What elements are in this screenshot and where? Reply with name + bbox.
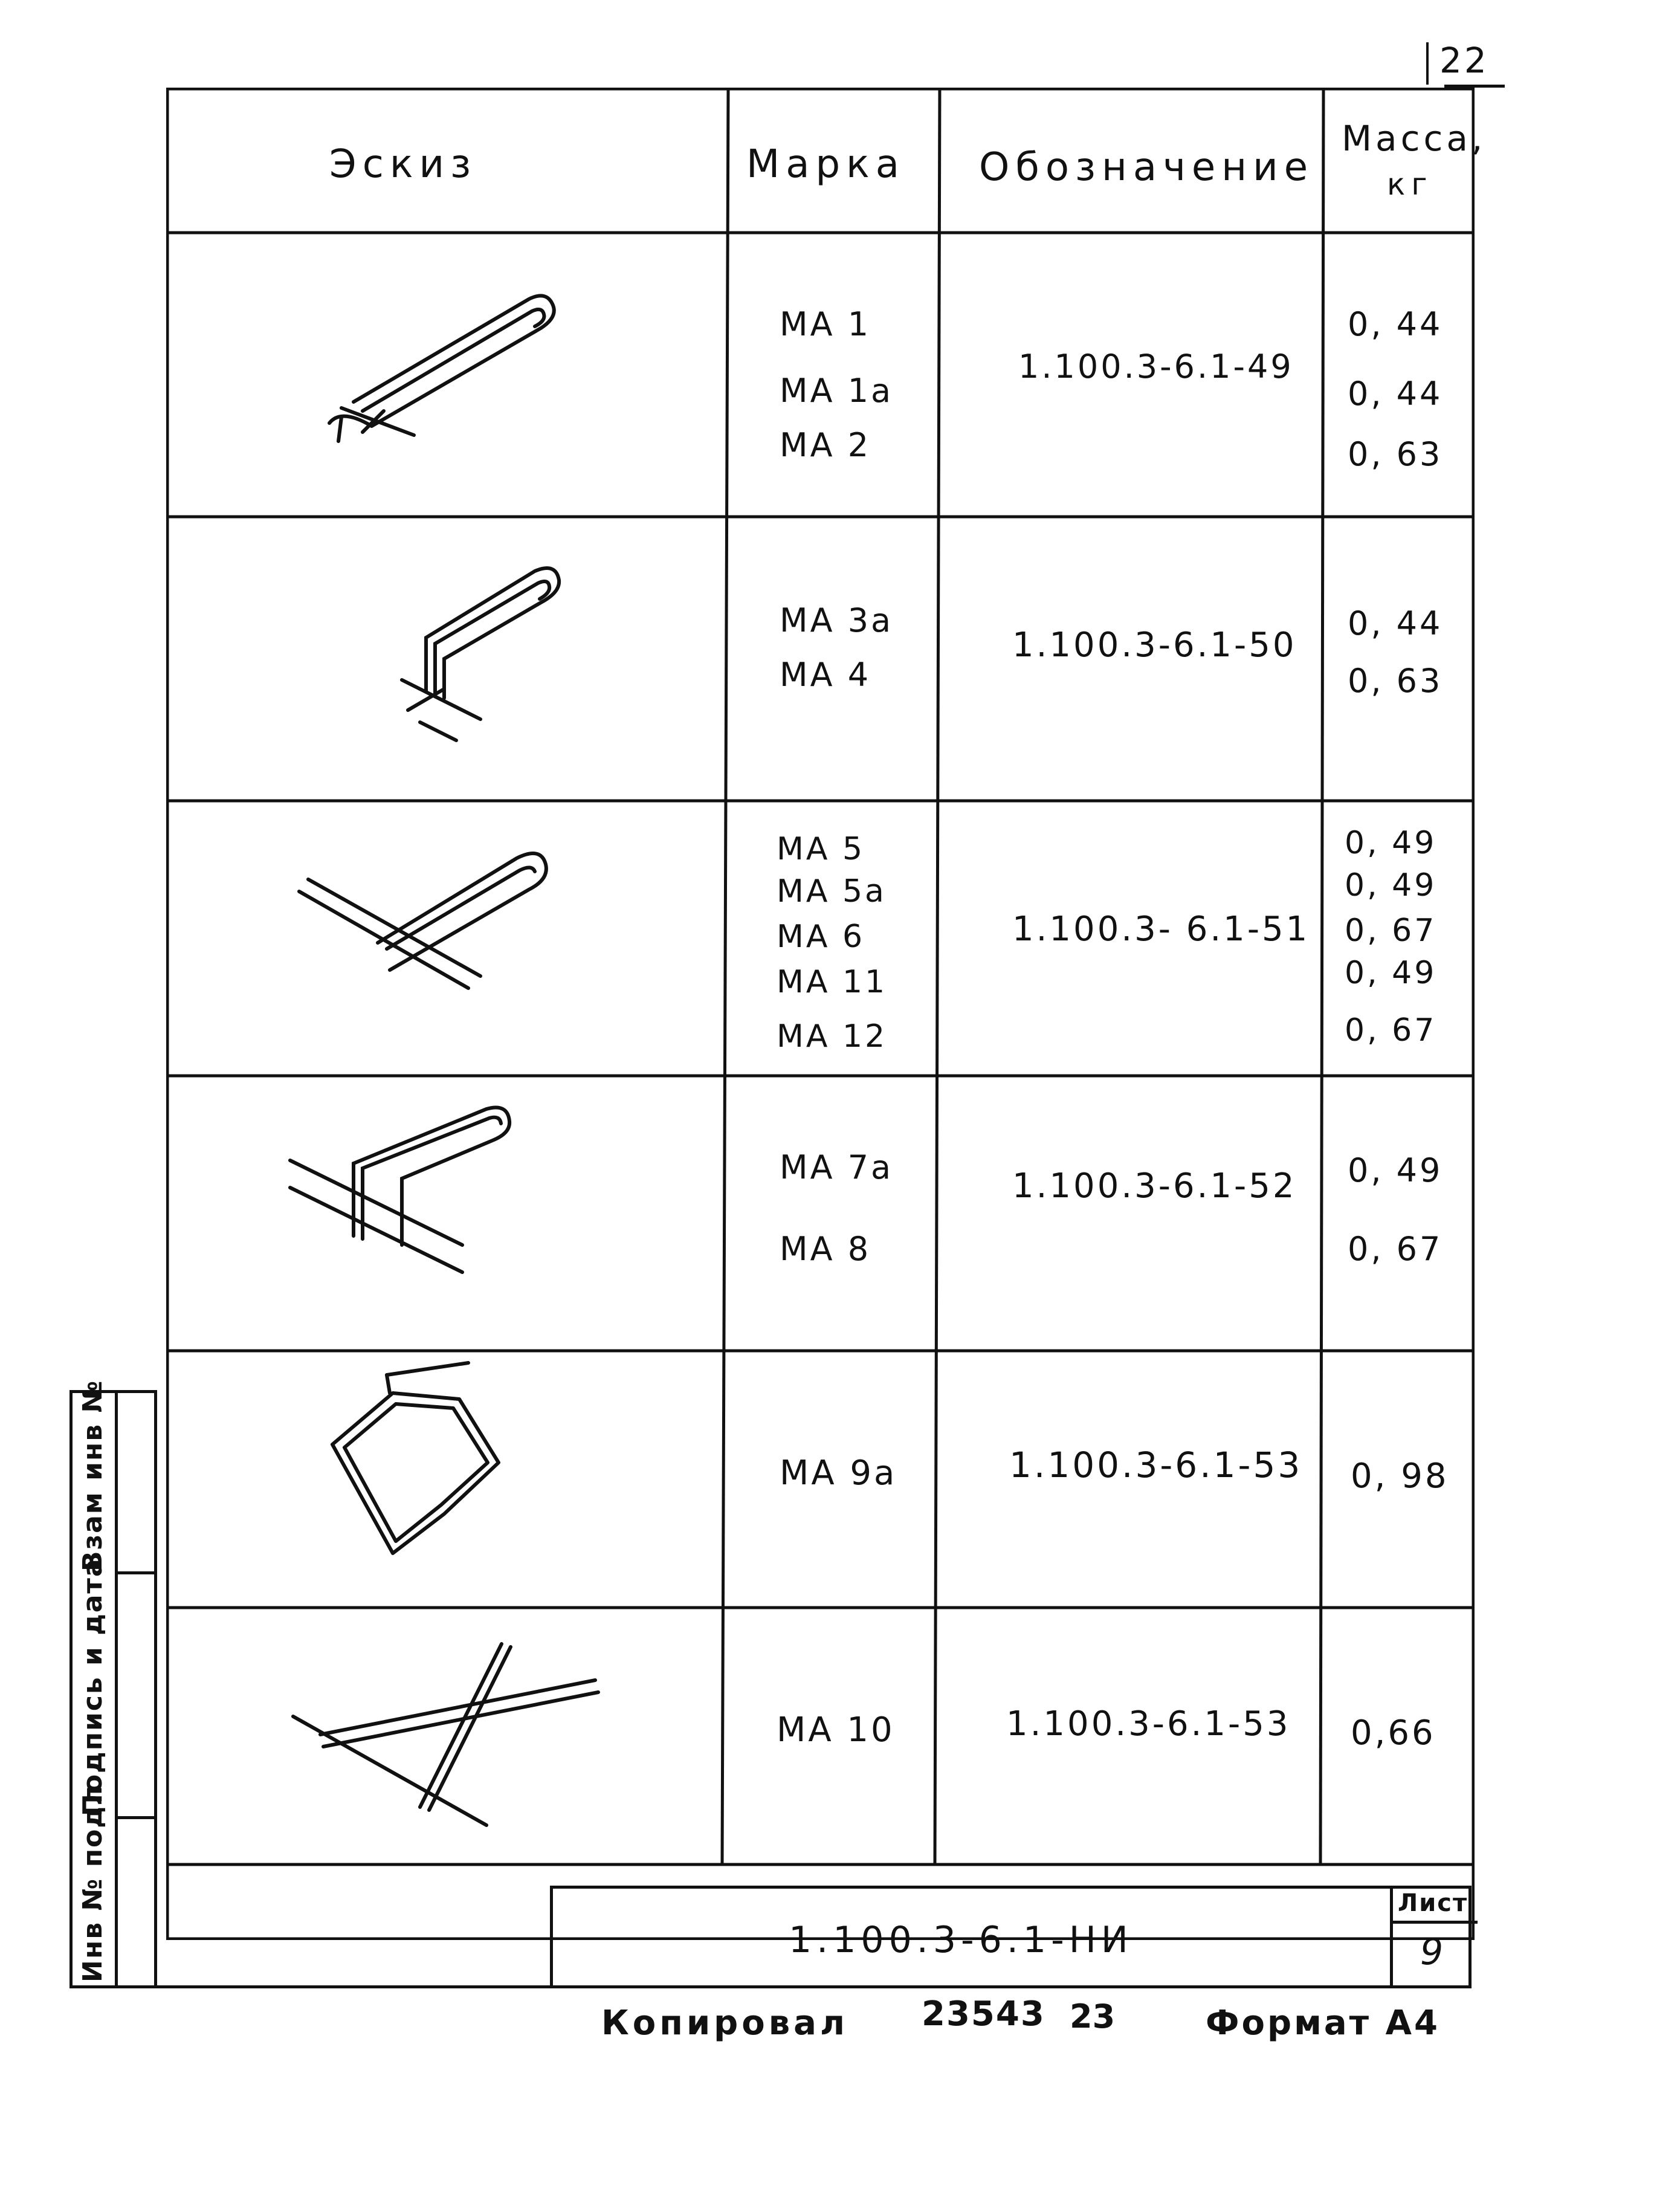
mark-text: МА 6 xyxy=(777,919,865,955)
header-sketch: Эскиз xyxy=(329,142,477,187)
title-block xyxy=(550,1886,1472,1988)
sheet-label: Лист xyxy=(1398,1889,1468,1917)
mark-text: МА 4 xyxy=(780,656,871,694)
mass-text: 0, 44 xyxy=(1348,375,1443,413)
side-label-signature-date: Подпись и дата xyxy=(77,1557,108,1816)
mark-text: МА 11 xyxy=(777,964,888,1000)
header-mass-unit: кг xyxy=(1387,167,1433,202)
row-5-mark: МА 9а xyxy=(780,1454,897,1493)
mark-text: МА 3а xyxy=(780,601,894,639)
mass-text: 0, 44 xyxy=(1348,604,1443,642)
specification-table xyxy=(166,88,1487,1940)
footer-order-suffix: 23 xyxy=(1070,1997,1116,2036)
header-mass: Масса, xyxy=(1342,118,1487,159)
row-6-designation: 1.100.3-6.1-53 xyxy=(1006,1704,1291,1744)
row-6-mark: МА 10 xyxy=(777,1710,895,1750)
mass-text: 0, 63 xyxy=(1348,435,1443,473)
double-leg-loop-icon xyxy=(281,1097,559,1296)
mark-text: МА 1 xyxy=(780,305,871,343)
mark-text: МА 7а xyxy=(780,1148,894,1186)
mass-text: 0, 67 xyxy=(1345,913,1437,949)
header-designation: Обозначение xyxy=(979,145,1314,190)
sheet-number: 9 xyxy=(1420,1931,1446,1973)
mass-text: 0, 49 xyxy=(1345,825,1437,861)
row-1-designation: 1.100.3-6.1-49 xyxy=(1018,348,1294,386)
loop-with-two-bars-icon xyxy=(287,822,601,1003)
side-label-vzam-inv: Взам инв № xyxy=(77,1379,108,1571)
bent-loop-anchor-icon xyxy=(384,559,625,758)
row-6-mass: 0,66 xyxy=(1351,1713,1436,1753)
sheet-box xyxy=(1390,1886,1478,1988)
mass-text: 0, 49 xyxy=(1348,1151,1443,1189)
document-code: 1.100.3-6.1-НИ xyxy=(789,1919,1133,1961)
row-3-designation: 1.100.3- 6.1-51 xyxy=(1012,910,1310,949)
mass-text: 0, 44 xyxy=(1348,305,1443,343)
mass-text: 0, 49 xyxy=(1345,955,1437,991)
mass-text: 0, 63 xyxy=(1348,662,1443,700)
row-5-designation: 1.100.3-6.1-53 xyxy=(1009,1444,1303,1486)
footer-format: Формат А4 xyxy=(1206,2003,1440,2043)
mark-text: МА 8 xyxy=(780,1230,871,1268)
crossed-bars-icon xyxy=(281,1632,619,1837)
row-2-designation: 1.100.3-6.1-50 xyxy=(1012,626,1297,665)
mass-text: 0, 49 xyxy=(1345,867,1437,904)
side-strip xyxy=(69,1379,157,1988)
header-mark: Марка xyxy=(746,142,905,187)
page-number: 22 xyxy=(1439,40,1489,81)
square-frame-anchor-icon xyxy=(317,1363,523,1580)
mass-text: 0, 67 xyxy=(1348,1230,1443,1268)
mark-text: МА 5а xyxy=(777,873,887,910)
footer-order-number: 23543 xyxy=(922,1994,1045,2034)
u-loop-anchor-icon xyxy=(305,281,607,462)
mark-text: МА 2 xyxy=(780,426,871,464)
mark-text: МА 1а xyxy=(780,372,894,410)
mark-text: МА 5 xyxy=(777,831,865,867)
mark-text: МА 12 xyxy=(777,1018,888,1055)
footer-copied: Копировал xyxy=(601,2003,848,2043)
side-label-inv-podl: Инв № подл xyxy=(77,1784,108,1982)
row-4-designation: 1.100.3-6.1-52 xyxy=(1012,1166,1297,1206)
mass-text: 0, 67 xyxy=(1345,1012,1437,1049)
row-5-mass: 0, 98 xyxy=(1351,1457,1449,1496)
page-number-mark xyxy=(1426,36,1489,85)
